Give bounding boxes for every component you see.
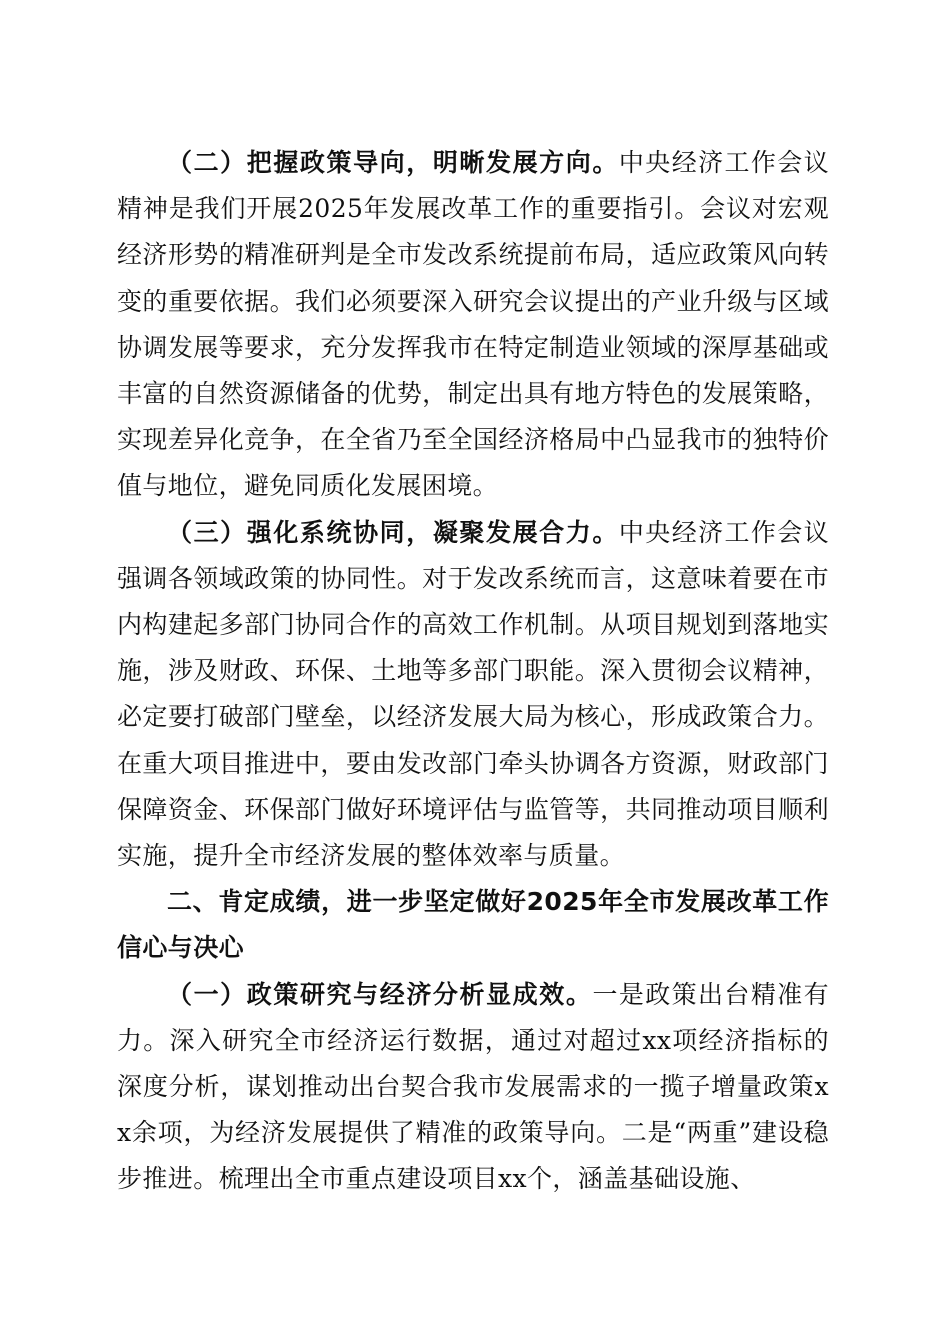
paragraph-lead: （一）政策研究与经济分析显成效。: [167, 979, 593, 1009]
paragraph-lead: （三）强化系统协同，凝聚发展合力。: [167, 517, 619, 547]
paragraph-policy-orientation: [117, 140, 829, 510]
paragraph-text: 中央经济工作会议强调各领域政策的协同性。对于发改系统而言，这意味着要在市内构建起多部门协同合作的高效工作机制。从项目规划到落地实施，涉及财政、环保、土地等多部门职能。深入贯彻会议精神，必定要打破部门壁垒，以经济发展大局为核心，形成政策合力。在重大项目推进中，要由发改部门牵头协调各方资源，财政部门保障资金、环保部门做好环境评估与监管等，共同推动项目顺利实施，提升全市经济发展的整体效率与质量。: [117, 517, 830, 871]
document-body: [117, 140, 829, 1203]
paragraph-text: 一是政策出台精准有力。深入研究全市经济运行数据，通过对超过xx项经济指标的深度分析，谋划推动出台契合我市发展需求的一揽子增量政策xx余项，为经济发展提供了精准的政策导向。二是“两重”建设稳步推进。梳理出全市重点建设项目xx个，涵盖基础设施、: [117, 979, 829, 1194]
section-heading: 二、肯定成绩，进一步坚定做好2025年全市发展改革工作信心与决心: [117, 887, 829, 963]
paragraph-policy-research: [117, 972, 829, 1203]
paragraph-system-coordination: [117, 510, 829, 880]
paragraph-lead: （二）把握政策导向，明晰发展方向。: [167, 148, 619, 177]
paragraph-text: 中央经济工作会议精神是我们开展2025年发展改革工作的重要指引。会议对宏观经济形势的精准研判是全市发改系统提前布局，适应政策风向转变的重要依据。我们必须要深入研究会议提出的产业升级与区域协调发展等要求，充分发挥我市在特定制造业领域的深厚基础或丰富的自然资源储备的优势，制定出具有地方特色的发展策略，实现差异化竞争，在全省乃至全国经济格局中凸显我市的独特价值与地位，避免同质化发展困境。: [117, 148, 830, 501]
